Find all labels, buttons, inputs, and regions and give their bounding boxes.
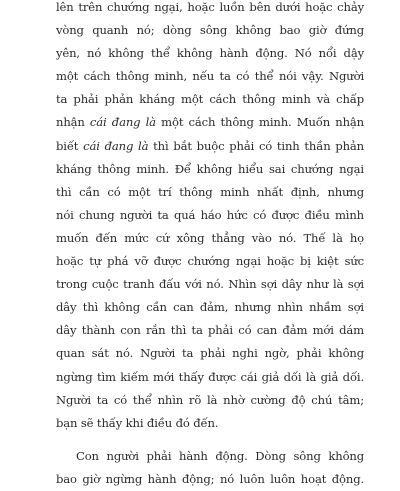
body-text: [56, 0, 364, 491]
text-run: biết: [56, 138, 84, 153]
text-line: bao giờ ngừng hành động; nó luôn luôn hoạt động.: [56, 471, 364, 486]
text-line: muốn đến mức cứ xông thẳng vào nó. Thế là họ: [56, 230, 364, 245]
text-line: dây thành con rắn thì ta phải có can đảm mới dám: [56, 323, 364, 338]
text-line: trong cuộc tranh đấu với nó. Nhìn sợi dây như là sợi: [56, 277, 364, 292]
text-line: dây thì không cần can đảm, nhưng nhìn nhầm sợi: [56, 300, 364, 315]
text-line: Người ta có thể nhìn rõ là nhờ cường độ chú tâm;: [56, 392, 364, 407]
text-line: ngừng tìm kiếm mới thấy được cái giả dối là giả dối.: [56, 369, 364, 384]
text-line: bạn sẽ thấy khi điều đó đến.: [56, 415, 219, 430]
emphasis-text: cái đang là: [83, 138, 149, 153]
text-line: quan sát nó. Người ta phải nghi ngờ, phải không: [56, 346, 364, 361]
text-run: nhận: [56, 115, 90, 130]
paragraph-break: [56, 435, 364, 445]
text-line: Con người phải hành động. Dòng sông không: [76, 448, 364, 463]
text-line: ta phải phản kháng một cách thông minh và chấp: [56, 92, 364, 107]
text-line: [56, 111, 364, 134]
text-line: thì cần có một trí thông minh nhất định, nhưng: [56, 184, 364, 199]
text-line: kháng thông minh. Để không hiểu sai chướng ngại: [56, 161, 364, 176]
text-line: nói chung người ta quá háo hức có được điều mình: [56, 207, 364, 222]
text-line: vòng quanh nó; dòng sông không bao giờ đứng: [56, 23, 364, 38]
text-line: yên, nó không thể không hành động. Nó nổi dậy: [56, 46, 364, 61]
text-run: thì bắt buộc phải có tinh thần phản: [148, 138, 364, 153]
text-run: một cách thông minh. Muốn nhận: [155, 115, 364, 130]
emphasis-text: cái đang là: [89, 115, 156, 130]
text-line: [56, 135, 364, 158]
text-line: một cách thông minh, nếu ta có thể nói vậy. Người: [56, 69, 364, 84]
text-line: lên trên chướng ngại, hoặc luồn bên dưới hoặc chảy: [56, 0, 364, 14]
text-line: hoặc tự phá vỡ được chướng ngại hoặc bị kiệt sức: [56, 254, 364, 269]
